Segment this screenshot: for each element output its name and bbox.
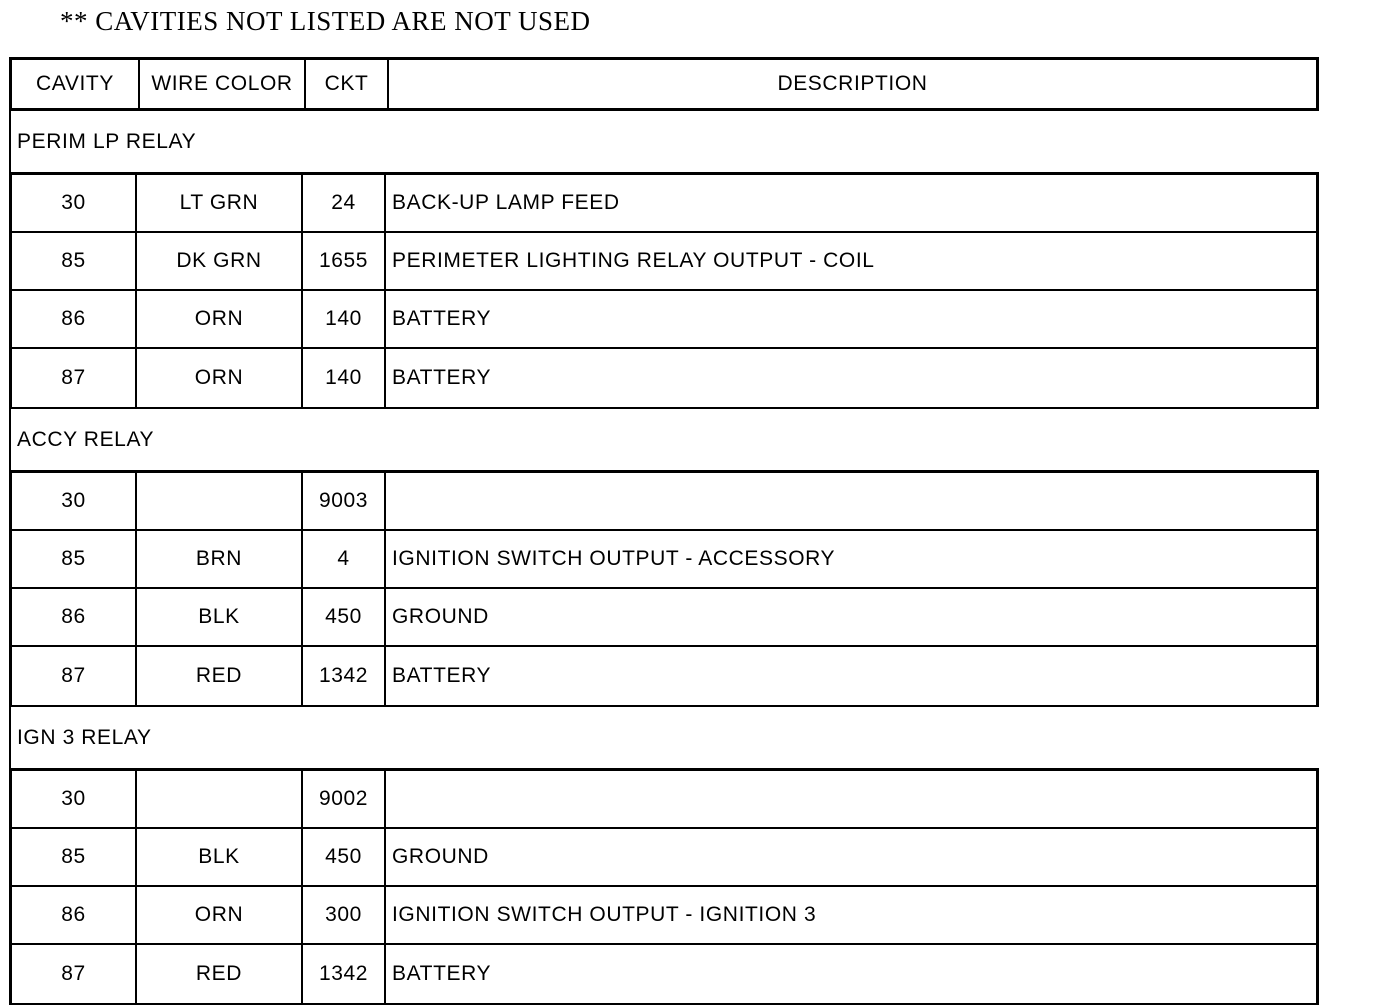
cell-wire-color: RED [135, 647, 301, 705]
cell-ckt: 9003 [301, 473, 384, 529]
cell-description [384, 771, 1316, 827]
cell-description: BATTERY [384, 647, 1316, 705]
cell-description: PERIMETER LIGHTING RELAY OUTPUT - COIL [384, 233, 1316, 289]
table-row [12, 589, 1316, 647]
table-row [12, 887, 1316, 945]
cell-ckt: 140 [301, 291, 384, 347]
table-row [12, 945, 1316, 1003]
cell-wire-color: BLK [135, 829, 301, 885]
cell-wire-color: ORN [135, 349, 301, 407]
cell-wire-color [135, 771, 301, 827]
cell-ckt: 9002 [301, 771, 384, 827]
header-ckt: CKT [304, 60, 387, 108]
group-rows [9, 768, 1319, 1005]
cell-description: BATTERY [384, 349, 1316, 407]
cell-ckt: 1342 [301, 945, 384, 1003]
cell-ckt: 24 [301, 175, 384, 231]
table-row [12, 771, 1316, 829]
group-rows [9, 470, 1319, 707]
cell-cavity: 30 [61, 489, 86, 512]
cell-description: GROUND [384, 829, 1316, 885]
cell-description: BATTERY [384, 291, 1316, 347]
table-row [12, 175, 1316, 233]
group-title: IGN 3 RELAY [9, 707, 1319, 768]
cell-description: BACK-UP LAMP FEED [384, 175, 1316, 231]
cell-cavity: 85 [61, 547, 86, 570]
relay-group-perim-lp [9, 111, 1319, 409]
connector-pinout-table [9, 57, 1319, 1005]
cell-ckt: 450 [301, 589, 384, 645]
cell-ckt: 1655 [301, 233, 384, 289]
cell-cavity: 85 [61, 249, 86, 272]
cell-wire-color: DK GRN [135, 233, 301, 289]
cell-ckt: 140 [301, 349, 384, 407]
relay-group-ign-3 [9, 707, 1319, 1005]
table-row [12, 531, 1316, 589]
header-wire-color: WIRE COLOR [138, 60, 304, 108]
cell-cavity: 87 [61, 664, 86, 687]
cell-wire-color: LT GRN [135, 175, 301, 231]
cell-wire-color: BRN [135, 531, 301, 587]
header-cavity: CAVITY [36, 72, 114, 95]
cell-wire-color: RED [135, 945, 301, 1003]
group-rows [9, 172, 1319, 409]
cell-cavity: 86 [61, 903, 86, 926]
cell-ckt: 1342 [301, 647, 384, 705]
cell-description: BATTERY [384, 945, 1316, 1003]
table-row [12, 291, 1316, 349]
cell-cavity: 87 [61, 366, 86, 389]
cell-cavity: 86 [61, 605, 86, 628]
cell-wire-color [135, 473, 301, 529]
cell-description: GROUND [384, 589, 1316, 645]
cell-wire-color: ORN [135, 291, 301, 347]
group-title: ACCY RELAY [9, 409, 1319, 470]
table-row [12, 349, 1316, 407]
table-row [12, 647, 1316, 705]
cell-cavity: 30 [61, 787, 86, 810]
table-header [9, 57, 1319, 111]
cell-ckt: 300 [301, 887, 384, 943]
cell-ckt: 4 [301, 531, 384, 587]
cell-description: IGNITION SWITCH OUTPUT - IGNITION 3 [384, 887, 1316, 943]
table-row [12, 233, 1316, 291]
cell-ckt: 450 [301, 829, 384, 885]
cell-wire-color: ORN [135, 887, 301, 943]
header-description: DESCRIPTION [387, 60, 1316, 108]
cell-cavity: 85 [61, 845, 86, 868]
cell-wire-color: BLK [135, 589, 301, 645]
relay-group-accy [9, 409, 1319, 707]
unused-cavities-note: ** CAVITIES NOT LISTED ARE NOT USED [60, 6, 591, 36]
cell-cavity: 86 [61, 307, 86, 330]
cell-description [384, 473, 1316, 529]
table-row [12, 473, 1316, 531]
cell-cavity: 87 [61, 962, 86, 985]
table-row [12, 829, 1316, 887]
cell-cavity: 30 [61, 191, 86, 214]
group-title: PERIM LP RELAY [9, 111, 1319, 172]
cell-description: IGNITION SWITCH OUTPUT - ACCESSORY [384, 531, 1316, 587]
